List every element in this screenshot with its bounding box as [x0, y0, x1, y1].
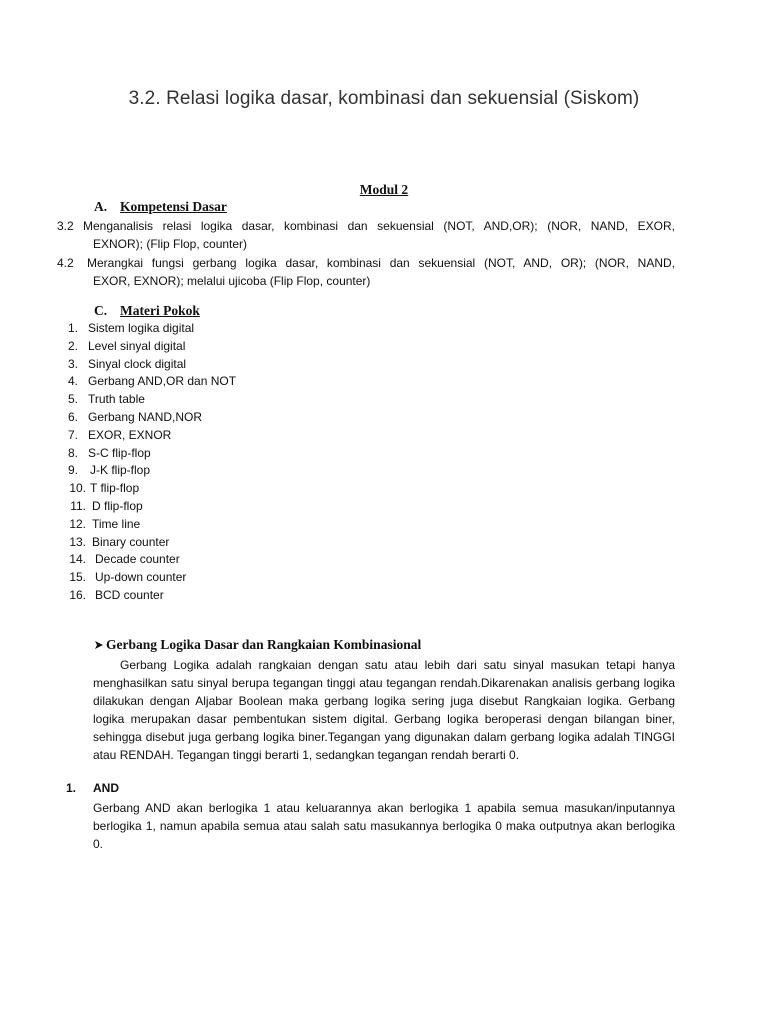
list-number: 5.	[67, 392, 78, 407]
materi-heading	[94, 303, 200, 319]
arrow-bullet-icon	[94, 637, 106, 653]
list-number: 2.	[67, 338, 78, 353]
list-text: Time line	[92, 516, 141, 531]
section-title: Kompetensi Dasar	[120, 199, 227, 214]
list-text: EXOR, EXNOR	[88, 427, 172, 442]
list-number: 6.	[67, 410, 78, 424]
list-text: Sinyal clock digital	[88, 356, 187, 371]
module-title: Modul 2	[359, 182, 409, 197]
list-number: 8.	[67, 445, 78, 460]
and-title: AND	[93, 781, 119, 795]
list-text: Gerbang NAND,NOR	[88, 410, 203, 424]
list-number: 9.	[67, 463, 78, 478]
list-number: 4.	[67, 374, 78, 389]
list-text: Sistem logika digital	[88, 321, 195, 335]
list-text: Decade counter	[95, 552, 180, 567]
document-title: 3.2. Relasi logika dasar, kombinasi dan sekuensial (Siskom)	[128, 88, 640, 109]
gerbang-paragraph: Gerbang Logika adalah rangkaian dengan satu atau lebih dari satu sinyal masukan tetapi hanya menghasilkan satu sinyal berupa tegangan tinggi atau tegangan rendah.Dikarenakan analisis gerbang logika dilakukan dengan Aljabar Boolean maka gerbang logika sering juga disebut Rangkaian logika. Gerbang logika merupakan dasar pembentukan sistem digital. Gerbang logika beroperasi dengan bilangan biner, sehingga disebut juga gerbang logika biner.Tegangan yang digunakan dalam gerbang logika adalah TINGGI atau RENDAH. Tegangan tinggi berarti 1, sedangkan tegangan rendah berarti 0.	[93, 658, 675, 762]
and-paragraph: Gerbang AND akan berlogika 1 atau keluarannya akan berlogika 1 apabila semua masukan/inputannya berlogika 1, namun apabila semua atau salah satu masukannya berlogika 0 maka outputnya akan berlogika 0.	[93, 801, 675, 851]
list-text: Binary counter	[92, 534, 170, 549]
and-heading	[66, 781, 119, 795]
list-number: 14.	[69, 552, 86, 567]
list-number: 7.	[67, 427, 78, 442]
list-text: Gerbang AND,OR dan NOT	[88, 374, 237, 389]
list-number: 12.	[69, 516, 86, 531]
list-number: 13.	[69, 534, 86, 549]
list-text: D flip-flop	[92, 499, 143, 513]
kompetensi-text: Menganalisis relasi logika dasar, kombinasi dan sekuensial (NOT, AND,OR); (NOR, NAND, EXOR,	[83, 219, 675, 233]
kompetensi-number: 4.2	[57, 256, 74, 270]
kompetensi-heading	[94, 199, 227, 215]
gerbang-title: Gerbang Logika Dasar dan Rangkaian Kombinasional	[106, 637, 422, 652]
gerbang-heading	[94, 637, 421, 653]
kompetensi-text-cont: EXNOR); (Flip Flop, counter)	[93, 237, 248, 251]
list-number: 1.	[67, 321, 78, 335]
list-number: 3.	[67, 356, 78, 371]
list-text: S-C flip-flop	[88, 445, 151, 460]
list-text: J-K flip-flop	[90, 463, 151, 478]
kompetensi-text-cont: EXOR, EXNOR); melalui ujicoba (Flip Flop, counter)	[93, 274, 371, 288]
list-text: Truth table	[88, 392, 145, 407]
list-text: Up-down counter	[95, 570, 187, 585]
kompetensi-text: Merangkai fungsi gerbang logika dasar, kombinasi dan sekuensial (NOT, AND, OR); (NOR, NAND,	[87, 256, 675, 270]
kompetensi-number: 3.2	[57, 219, 74, 233]
list-number: 10.	[69, 481, 86, 496]
section-letter: A.	[94, 199, 108, 214]
section-title: Materi Pokok	[120, 303, 200, 318]
list-text: Level sinyal digital	[88, 338, 186, 353]
and-number: 1.	[66, 781, 77, 795]
list-number: 16.	[69, 588, 86, 602]
section-letter: C.	[94, 303, 108, 318]
list-number: 15.	[69, 570, 86, 585]
list-number: 11.	[70, 499, 86, 513]
list-text: BCD counter	[95, 588, 164, 602]
list-text: T flip-flop	[90, 481, 140, 496]
